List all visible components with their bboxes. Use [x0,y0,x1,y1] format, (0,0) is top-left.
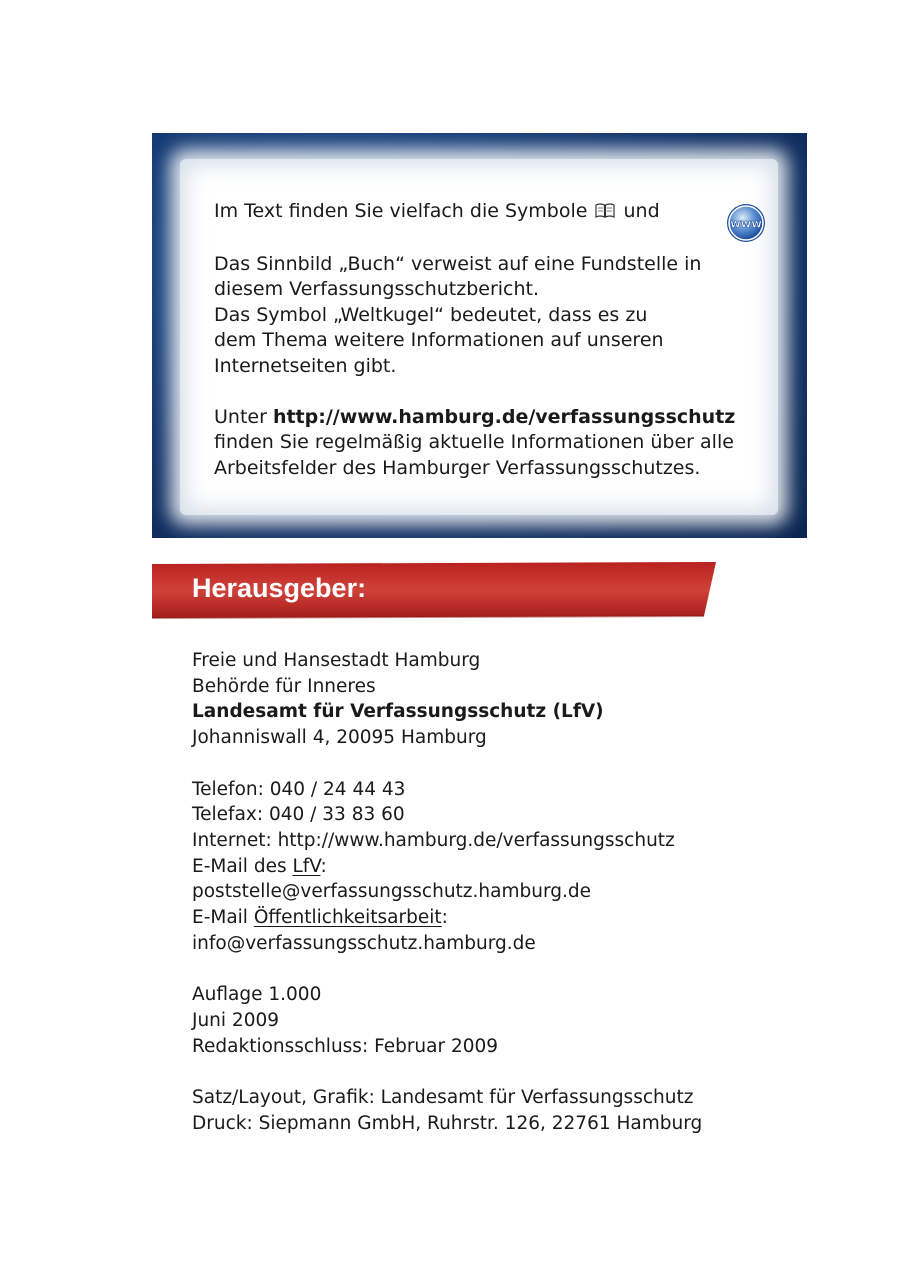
banner-title: Herausgeber: [192,573,367,603]
url-link[interactable]: http://www.hamburg.de/verfassungsschutz [272,405,736,428]
phone-line: Telefon: 040 / 24 44 43 [192,778,406,800]
email-pr-label: E-Mail Öffentlichkeitsarbeit: [192,907,448,929]
layout-credit: Satz/Layout, Grafik: Landesamt für Verfassungsschutz [192,1086,694,1108]
edition-date: Juni 2009 [192,1009,280,1031]
publisher-info [192,648,812,1136]
email-lfv-label: E-Mail des LfV: [192,855,327,877]
print-credit: Druck: Siepmann GmbH, Ruhrstr. 126, 22761 Hamburg [192,1112,703,1134]
address-line: Behörde für Inneres [192,675,376,697]
address-line: Landesamt für Verfassungsschutz (LfV) [192,701,604,723]
globe-paragraph-line: Das Symbol „Weltkugel“ bedeutet, dass es zu [214,303,648,326]
url-paragraph-line: finden Sie regelmäßig aktuelle Informationen über alle [214,431,734,454]
url-paragraph-line: Arbeitsfelder des Hamburger Verfassungsschutzes. [214,456,701,479]
svg-text:www: www [730,216,762,231]
book-paragraph-line: diesem Verfassungsschutzbericht. [214,278,540,301]
print-run: Auflage 1.000 [192,984,322,1006]
address-line: Freie und Hansestadt Hamburg [192,650,481,671]
globe-paragraph-line: dem Thema weitere Informationen auf unseren [214,329,664,352]
www-globe-icon [726,203,766,243]
globe-paragraph-line: Internetseiten gibt. [214,354,397,377]
address-line: Johanniswall 4, 20095 Hamburg [192,727,487,749]
lfv-abbr: LfV [292,855,321,877]
pr-term: Öffentlichkeitsarbeit [253,907,442,929]
book-icon [595,201,615,227]
intro-line: Im Text finden Sie vielfach die Symbole und [214,199,774,227]
email-pr-address[interactable]: info@verfassungsschutz.hamburg.de [192,932,536,954]
book-paragraph-line: Das Sinnbild „Buch“ verweist auf eine Fundstelle in [214,252,702,275]
internet-line[interactable]: Internet: http://www.hamburg.de/verfassungsschutz [192,829,675,851]
email-lfv-address[interactable]: poststelle@verfassungsschutz.hamburg.de [192,881,591,903]
editorial-deadline: Redaktionsschluss: Februar 2009 [192,1035,499,1057]
fax-line: Telefax: 040 / 33 83 60 [192,804,405,826]
info-panel-inner [180,159,778,515]
info-panel [152,133,807,538]
url-line: Unter http://www.hamburg.de/verfassungsschutz [214,405,736,428]
info-text [214,199,774,481]
